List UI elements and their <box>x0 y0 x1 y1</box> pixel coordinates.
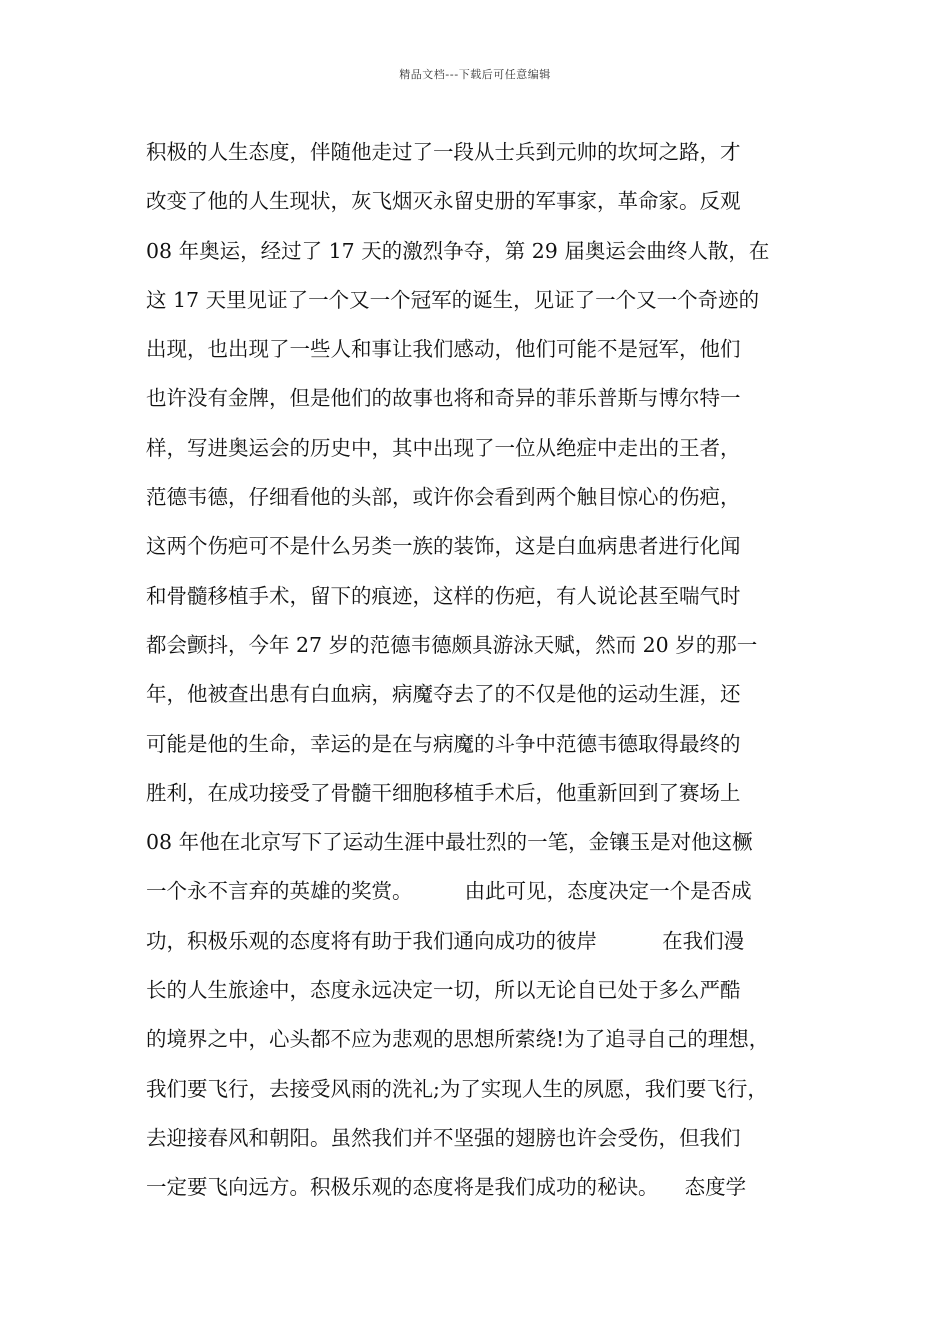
text-line: 一定要飞向远方。积极乐观的态度将是我们成功的秘诀。 态度学 <box>146 1175 747 1200</box>
text-line: 年，他被查出患有白血病，病魔夺去了的不仅是他的运动生涯，还 <box>146 682 741 707</box>
text-line: 08 年奥运，经过了 17 天的激烈争夺，第 29 届奥运会曲终人散，在 <box>146 238 770 263</box>
text-line: 样，写进奥运会的历史中，其中出现了一位从绝症中走出的王者， <box>146 435 741 460</box>
text-line: 一个永不言弃的英雄的奖赏。 由此可见，态度决定一个是否成 <box>146 879 752 904</box>
text-line: 改变了他的人生现状，灰飞烟灭永留史册的军事家，革命家。反观 <box>146 189 741 214</box>
text-line: 08 年他在北京写下了运动生涯中最壮烈的一笔，金镶玉是对他这橛 <box>146 830 753 855</box>
text-line: 的境界之中，心头都不应为悲观的思想所萦绕!为了追寻自己的理想， <box>146 1027 770 1052</box>
text-line: 胜利，在成功接受了骨髓干细胞移植手术后，他重新回到了赛场上 <box>146 780 741 805</box>
text-line: 可能是他的生命，幸运的是在与病魔的斗争中范德韦德取得最终的 <box>146 731 741 756</box>
text-line: 出现，也出现了一些人和事让我们感动，他们可能不是冠军，他们 <box>146 337 741 362</box>
text-line: 这 17 天里见证了一个又一个冠军的诞生，见证了一个又一个奇迹的 <box>146 287 760 312</box>
text-line: 也许没有金牌，但是他们的故事也将和奇异的菲乐普斯与博尔特一 <box>146 386 741 411</box>
text-line: 都会颤抖，今年 27 岁的范德韦德颇具游泳天赋，然而 20 岁的那一 <box>146 632 758 657</box>
text-line: 和骨髓移植手术，留下的痕迹，这样的伤疤，有人说论甚至喘气时 <box>146 583 741 608</box>
text-line: 功，积极乐观的态度将有助于我们通向成功的彼岸 在我们漫 <box>146 928 745 953</box>
text-line: 我们要飞行，去接受风雨的洗礼;为了实现人生的夙愿，我们要飞行， <box>146 1076 768 1101</box>
text-line: 积极的人生态度，伴随他走过了一段从士兵到元帅的坎坷之路，才 <box>146 140 741 164</box>
text-line: 长的人生旅途中，态度永远决定一切，所以无论自已处于多么严酷 <box>146 978 741 1003</box>
text-line: 去迎接春风和朝阳。虽然我们并不坚强的翅膀也许会受伤，但我们 <box>146 1125 741 1150</box>
text-line: 这两个伤疤可不是什么另类一族的装饰，这是白血病患者进行化闻 <box>146 534 741 559</box>
document-body <box>146 132 826 1217</box>
page-header: 精品文档---下载后可任意编辑 <box>399 68 551 81</box>
text-line: 范德韦德，仔细看他的头部，或许你会看到两个触目惊心的伤疤， <box>146 485 741 510</box>
